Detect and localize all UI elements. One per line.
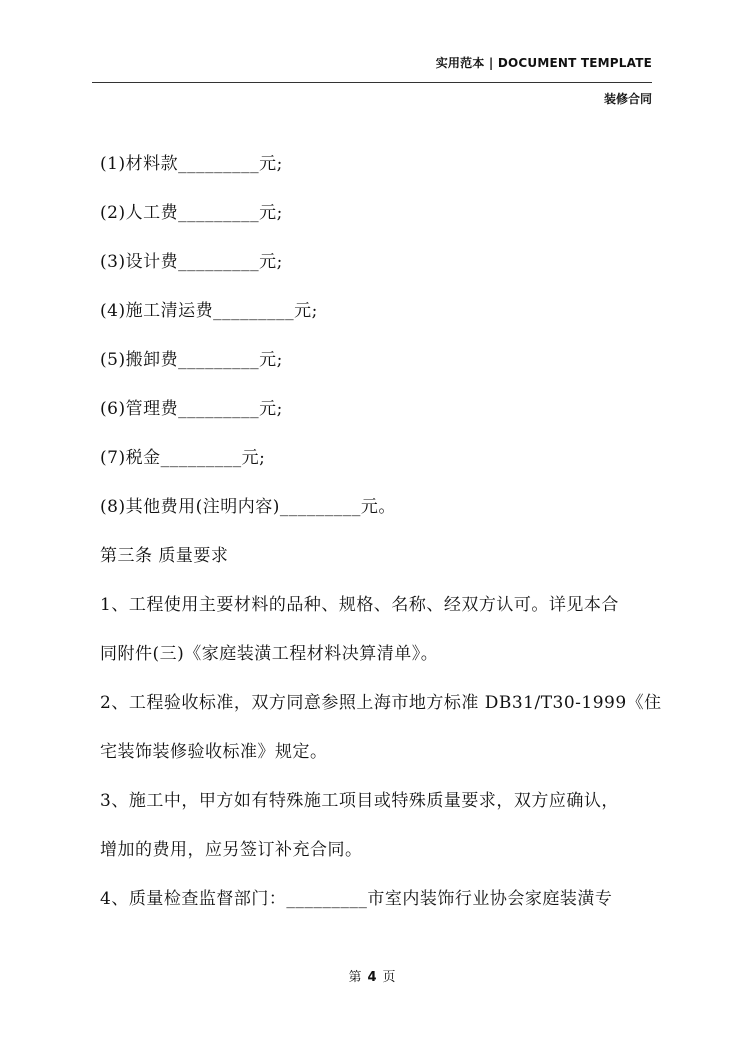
quality-item-3-line-1: 3、施工中，甲方如有特殊施工项目或特殊质量要求，双方应确认， (100, 791, 619, 811)
page-number: 4 (367, 970, 377, 985)
quality-item-2 (100, 679, 660, 777)
fee-item-labor: (2)人工费_________元; (100, 203, 283, 223)
header-divider (92, 82, 652, 83)
fee-item-materials: (1)材料款_________元; (100, 154, 283, 174)
section-heading: 第三条 质量要求 (100, 546, 229, 566)
fee-item-tax: (7)税金_________元; (100, 448, 266, 468)
document-template-title: 实用范本 | DOCUMENT TEMPLATE (435, 56, 652, 70)
document-type-label: 装修合同 (603, 92, 652, 106)
quality-item-1-line-1: 1、工程使用主要材料的品种、规格、名称、经双方认可。详见本合 (100, 595, 619, 615)
page-header (92, 54, 652, 110)
document-body (100, 140, 660, 924)
quality-item-1-line-2: 同附件(三)《家庭装潢工程材料决算清单》。 (100, 644, 439, 664)
page-number-prefix: 第 (348, 970, 362, 985)
quality-item-3-line-2: 增加的费用，应另签订补充合同。 (100, 840, 363, 860)
quality-item-4-line-1: 4、质量检查监督部门：_________市室内装饰行业协会家庭装潢专 (100, 889, 613, 909)
fee-item-cleanup: (4)施工清运费_________元; (100, 301, 318, 321)
quality-item-2-line-1: 2、工程验收标准，双方同意参照上海市地方标准 DB31/T30-1999《住 (100, 693, 662, 713)
quality-item-2-line-2: 宅装饰装修验收标准》规定。 (100, 742, 328, 762)
fee-item-design: (3)设计费_________元; (100, 252, 283, 272)
quality-item-1 (100, 581, 660, 679)
fee-item-management: (6)管理费_________元; (100, 399, 283, 419)
quality-item-3 (100, 777, 660, 875)
fee-item-moving: (5)搬卸费_________元; (100, 350, 283, 370)
page-footer (0, 966, 744, 985)
fee-item-other: (8)其他费用(注明内容)_________元。 (100, 497, 396, 517)
page-number-suffix: 页 (382, 970, 396, 985)
quality-item-4 (100, 875, 660, 924)
